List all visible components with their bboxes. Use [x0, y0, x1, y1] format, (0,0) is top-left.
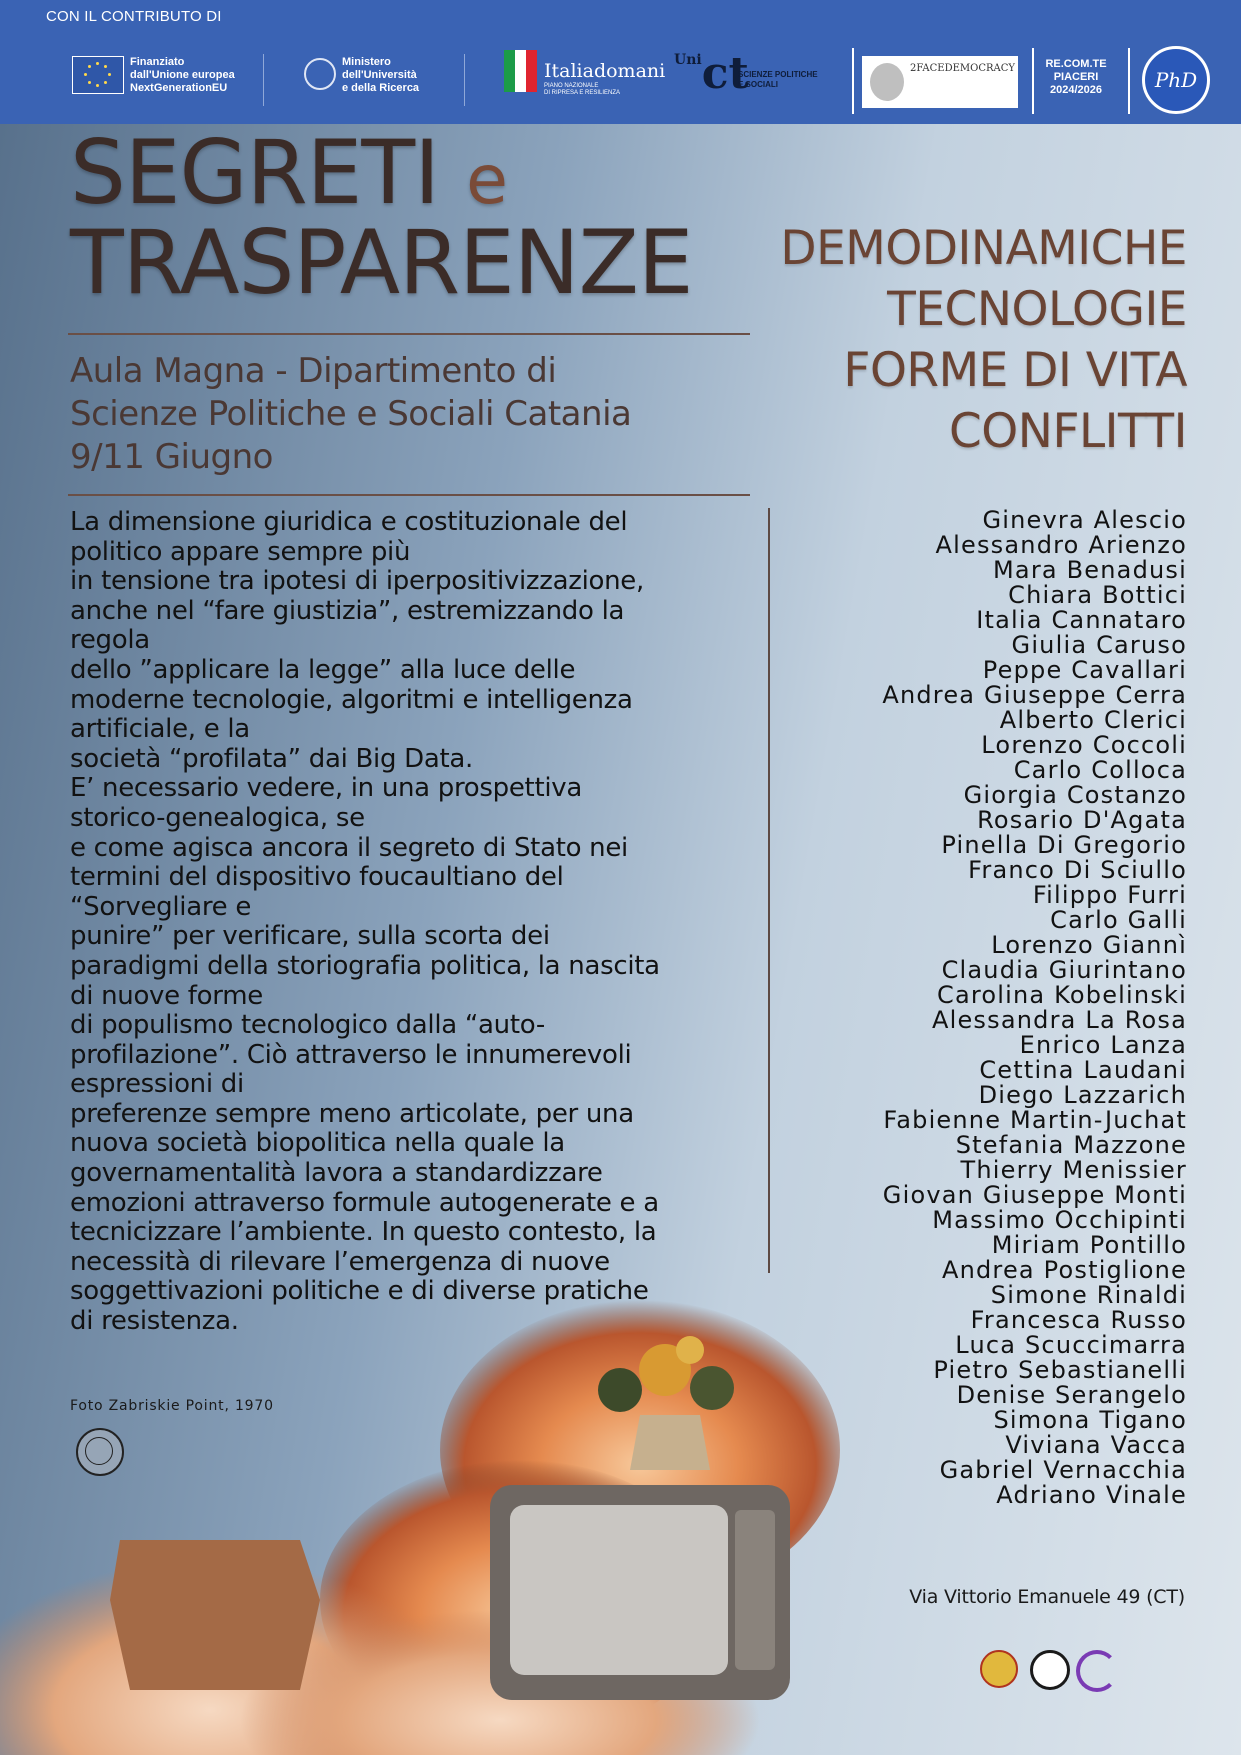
speaker-name: Lorenzo Giannì: [991, 931, 1187, 959]
scienze-politiche-logo: SCIENZE POLITICHE E SOCIALI: [738, 70, 818, 89]
vase-shape: [630, 1415, 710, 1470]
tv-knobs: [735, 1510, 775, 1670]
abstract-line: nuova società biopolitica nella quale la: [70, 1128, 565, 1159]
partner-crest-icon: [980, 1650, 1018, 1688]
recomte-logo: RE.COM.TE PIACERI 2024/2026: [1045, 58, 1107, 96]
abstract-line: di populismo tecnologico dalla “auto-: [70, 1010, 545, 1041]
theme-item: FORME DI VITA: [843, 343, 1187, 398]
speaker-name: Diego Lazzarich: [978, 1081, 1187, 1109]
speaker-name: Alberto Clerici: [999, 706, 1187, 734]
speaker-name: Italia Cannataro: [976, 606, 1187, 634]
speaker-name: Miriam Pontillo: [991, 1231, 1187, 1259]
logo-divider: [1032, 48, 1034, 114]
venue-address: Via Vittorio Emanuele 49 (CT): [909, 1586, 1185, 1608]
logo-divider: [263, 54, 264, 106]
italiadomani-subtitle: PIANO NAZIONALE DI RIPRESA E RESILIENZA: [544, 83, 621, 96]
speaker-name: Carlo Colloca: [1013, 756, 1187, 784]
abstract-line: “Sorvegliare e: [70, 891, 252, 922]
venue-line: Scienze Politiche e Sociali Catania: [70, 394, 632, 434]
speaker-name: Cettina Laudani: [979, 1056, 1187, 1084]
tv-screen: [510, 1505, 728, 1675]
theme-item: TECNOLOGIE: [887, 282, 1187, 337]
column-divider: [768, 508, 770, 1273]
photo-credit: Foto Zabriskie Point, 1970: [70, 1398, 274, 1414]
university-seal-icon: [76, 1428, 124, 1476]
abstract-line: artificiale, e la: [70, 714, 250, 745]
twoface-text: 2FACEDEMOCRACY: [910, 63, 1016, 74]
ministero-logo: Ministero dell'Università e della Ricerca: [342, 56, 420, 94]
unict-ct-text: ct: [701, 48, 749, 99]
abstract-line: emozioni attraverso formule autogenerate e a: [70, 1187, 659, 1218]
speaker-name: Carlo Galli: [1050, 906, 1187, 934]
speaker-name: Massimo Occhipinti: [932, 1206, 1187, 1234]
abstract-line: punire” per verificare, sulla scorta dei: [70, 921, 550, 952]
speaker-name: Alessandro Arienzo: [935, 531, 1187, 559]
twoface-democracy-logo: [862, 56, 1018, 108]
abstract-line: moderne tecnologie, algoritmi e intelligenza: [70, 684, 633, 715]
italia-flag-icon: [504, 50, 538, 92]
abstract-line: soggettivazioni politiche e di diverse pratiche: [70, 1276, 649, 1307]
speaker-name: Ginevra Alescio: [982, 506, 1187, 534]
eu-funding-logo: Finanziato dall'Unione europea NextGenerationEU: [130, 56, 235, 94]
speaker-name: Viviana Vacca: [1005, 1431, 1187, 1459]
venue-divider: [68, 494, 750, 496]
abstract-line: tecnicizzare l’ambiente. In questo contesto, la: [70, 1217, 657, 1248]
logo-divider: [1128, 48, 1130, 114]
abstract-line: di nuove forme: [70, 980, 263, 1011]
theme-item: CONFLITTI: [948, 404, 1187, 459]
contributo-label: CON IL CONTRIBUTO DI: [46, 8, 222, 25]
title-divider: [68, 333, 750, 335]
speaker-name: Mara Benadusi: [993, 556, 1187, 584]
abstract-line: anche nel “fare giustizia”, estremizzando la: [70, 595, 625, 626]
speaker-name: Chiara Bottici: [1008, 581, 1187, 609]
ministero-crest-icon: [304, 58, 336, 90]
sponsor-header: [0, 0, 1241, 124]
abstract-line: La dimensione giuridica e costituzionale del: [70, 507, 628, 537]
abstract-line: termini del dispositivo foucaultiano del: [70, 862, 564, 893]
themes-list: [780, 218, 1187, 462]
explosion-illustration: [0, 1270, 980, 1755]
speaker-name: Giovan Giuseppe Monti: [882, 1181, 1187, 1209]
title-line2: TRASPARENZE: [70, 211, 693, 314]
speaker-name: Franco Di Sciullo: [968, 856, 1187, 884]
flower-icon: [598, 1368, 642, 1412]
speaker-name: Fabienne Martin-Juchat: [883, 1106, 1187, 1134]
speaker-name: Giulia Caruso: [1011, 631, 1187, 659]
speaker-name: Andrea Postiglione: [941, 1256, 1187, 1284]
speaker-name: Gabriel Vernacchia: [939, 1456, 1187, 1484]
partner-circle-icon: [1030, 1650, 1070, 1690]
phd-logo: PhD: [1142, 46, 1210, 114]
title-line1: SEGRETI: [70, 121, 440, 224]
abstract-line: e come agisca ancora il segreto di Stato nei: [70, 832, 628, 863]
speaker-name: Andrea Giuseppe Cerra: [882, 681, 1187, 709]
partner-swirl-icon: [1076, 1650, 1118, 1692]
abstract-text: [70, 508, 770, 1337]
abstract-line: dello ”applicare la legge” alla luce delle: [70, 654, 576, 685]
logo-divider: [464, 54, 465, 106]
abstract-line: regola: [70, 625, 150, 656]
abstract-line: espressioni di: [70, 1069, 244, 1100]
face-icon: [870, 63, 904, 101]
speaker-name: Lorenzo Coccoli: [981, 731, 1187, 759]
speaker-name: Pinella Di Gregorio: [941, 831, 1187, 859]
speaker-name: Adriano Vinale: [996, 1481, 1187, 1509]
speaker-name: Luca Scuccimarra: [955, 1331, 1187, 1359]
speaker-name: Pietro Sebastianelli: [933, 1356, 1187, 1384]
abstract-line: governamentalità lavora a standardizzare: [70, 1158, 603, 1189]
speaker-name: Enrico Lanza: [1019, 1031, 1187, 1059]
speaker-name: Filippo Furri: [1032, 881, 1187, 909]
abstract-line: paradigmi della storiografia politica, la nascita: [70, 950, 660, 981]
flower-icon: [676, 1336, 704, 1364]
speaker-name: Stefania Mazzone: [955, 1131, 1187, 1159]
speaker-name: Claudia Giurintano: [941, 956, 1187, 984]
abstract-line: di resistenza.: [70, 1306, 239, 1337]
venue-info: [70, 350, 770, 479]
speaker-name: Thierry Menissier: [960, 1156, 1187, 1184]
abstract-line: società “profilata” dai Big Data.: [70, 743, 473, 774]
eu-flag-icon: [72, 56, 124, 94]
flower-icon: [690, 1366, 734, 1410]
italiadomani-logo: Italiadomani: [544, 60, 666, 82]
event-dates: 9/11 Giugno: [70, 437, 273, 477]
speaker-name: Alessandra La Rosa: [931, 1006, 1187, 1034]
abstract-line: preferenze sempre meno articolate, per una: [70, 1098, 634, 1129]
abstract-line: in tensione tra ipotesi di iperpositivizzazione,: [70, 566, 644, 597]
speaker-name: Rosario D'Agata: [977, 806, 1187, 834]
title-connector: e: [466, 141, 507, 220]
event-title: [70, 121, 693, 314]
logo-divider: [852, 48, 854, 114]
abstract-line: storico-genealogica, se: [70, 802, 365, 833]
speaker-name: Denise Serangelo: [956, 1381, 1187, 1409]
abstract-line: E’ necessario vedere, in una prospettiva: [70, 773, 582, 804]
speaker-name: Simone Rinaldi: [990, 1281, 1187, 1309]
speaker-name: Peppe Cavallari: [982, 656, 1187, 684]
abstract-line: profilazione”. Ciò attraverso le innumerevoli: [70, 1039, 632, 1070]
speaker-name: Simona Tigano: [993, 1406, 1187, 1434]
abstract-line: necessità di rilevare l’emergenza di nuove: [70, 1246, 610, 1277]
theme-item: DEMODINAMICHE: [780, 221, 1187, 276]
speaker-name: Carolina Kobelinski: [936, 981, 1187, 1009]
abstract-line: politico appare sempre più: [70, 536, 411, 567]
speaker-name: Giorgia Costanzo: [963, 781, 1187, 809]
unict-uni-text: Uni: [674, 52, 702, 68]
venue-line: Aula Magna - Dipartimento di: [70, 351, 557, 391]
speaker-name: Francesca Russo: [970, 1306, 1187, 1334]
chair-shape: [110, 1540, 320, 1690]
